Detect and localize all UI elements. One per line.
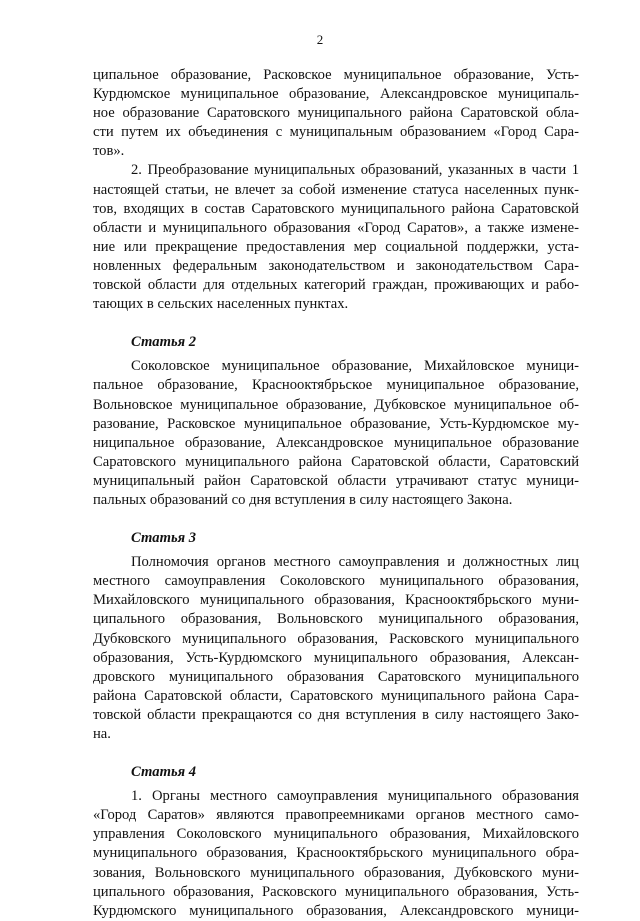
text-line: ципального образования, Вольновского муниципального образования, — [93, 611, 579, 628]
text-line: Дубковского муниципального образования, Расковского муниципального — [93, 630, 579, 647]
article-heading-2: Статья 2 — [131, 334, 197, 351]
text-line: настоящей статьи, не влечет за собой изменение статуса населенных пунк- — [93, 181, 579, 198]
text-line: «Город Саратов» являются правопреемниками органов местного само- — [93, 807, 579, 824]
article-heading-4: Статья 4 — [131, 764, 197, 781]
text-line: тающих в сельских населенных пунктах. — [93, 296, 349, 313]
text-line: Соколовское муниципальное образование, Михайловское муници- — [131, 358, 579, 375]
text-line: тов, входящих в состав Саратовского муниципального района Саратовской — [93, 200, 579, 217]
text-line: Михайловского муниципального образования, Краснооктябрьского муни- — [93, 592, 579, 609]
text-line: местного самоуправления Соколовского муниципального образования, — [93, 573, 579, 590]
text-line: муниципальный район Саратовской области утрачивают статус муници- — [93, 472, 579, 489]
paragraph-article4-part1 — [93, 787, 579, 921]
text-line: пальное образование, Краснооктябрьское муниципальное образование, — [93, 377, 579, 394]
text-line: Саратовского муниципального района Саратовской области, Саратовский — [93, 453, 579, 470]
text-line: новленных федеральным законодательством и законодательством Сара- — [93, 257, 579, 274]
text-line: образования, Усть-Курдюмского муниципального образования, Алексан- — [93, 649, 579, 666]
text-line: на. — [93, 726, 111, 742]
paragraph-article2 — [93, 357, 579, 510]
text-line: Курдюмское муниципальное образование, Александровское муниципаль- — [93, 86, 579, 103]
text-line: дровского муниципального образования Саратовского муниципального — [93, 668, 579, 685]
text-line: 2. Преобразование муниципальных образований, указанных в части 1 — [131, 162, 579, 179]
article-heading-3: Статья 3 — [131, 530, 197, 547]
text-line: Полномочия органов местного самоуправления и должностных лиц — [131, 554, 579, 571]
text-line: сти путем их объединения с муниципальным образованием «Город Сара- — [93, 124, 579, 141]
paragraph-article1-part2 — [93, 161, 579, 314]
text-line: управления Соколовского муниципального образования, Михайловского — [93, 826, 579, 843]
document-body — [93, 66, 579, 921]
paragraph-article3 — [93, 553, 579, 744]
text-line: разование, Расковское муниципальное образование, Усть-Курдюмское му- — [93, 415, 579, 432]
text-line: ное образование Саратовского муниципального района Саратовской обла- — [93, 105, 579, 122]
text-line: Курдюмского муниципального образования, Александровского муници- — [93, 902, 579, 919]
text-line: тов». — [93, 143, 125, 160]
paragraph-article1-part1-continued — [93, 66, 579, 161]
text-line: товской области для отдельных категорий граждан, проживающих и рабо- — [93, 277, 579, 294]
text-line: товской области прекращаются со дня вступления в силу настоящего Зако- — [93, 706, 579, 723]
text-line: пальных образований со дня вступления в силу настоящего Закона. — [93, 491, 513, 508]
page-number: 2 — [316, 32, 324, 47]
text-line: 1. Органы местного самоуправления муниципального образования — [131, 788, 579, 805]
text-line: района Саратовской области, Саратовского муниципального района Сара- — [93, 687, 579, 704]
text-line: Вольновское муниципальное образование, Дубковское муниципальное об- — [93, 396, 579, 413]
text-line: зования, Вольновского муниципального образования, Дубковского муни- — [93, 864, 579, 881]
text-line: муниципального образования, Краснооктябрьского муниципального обра- — [93, 845, 579, 862]
text-line: ципальное образование, Расковское муниципальное образование, Усть- — [93, 67, 579, 83]
text-line: ние или прекращение предоставления мер социальной поддержки, уста- — [93, 238, 579, 255]
text-line: области и муниципального образования «Город Саратов», а также измене- — [93, 219, 579, 236]
text-line: ципального образования, Расковского муниципального образования, Усть- — [93, 883, 579, 900]
text-line: ниципальное образование, Александровское муниципальное образование — [93, 434, 579, 451]
